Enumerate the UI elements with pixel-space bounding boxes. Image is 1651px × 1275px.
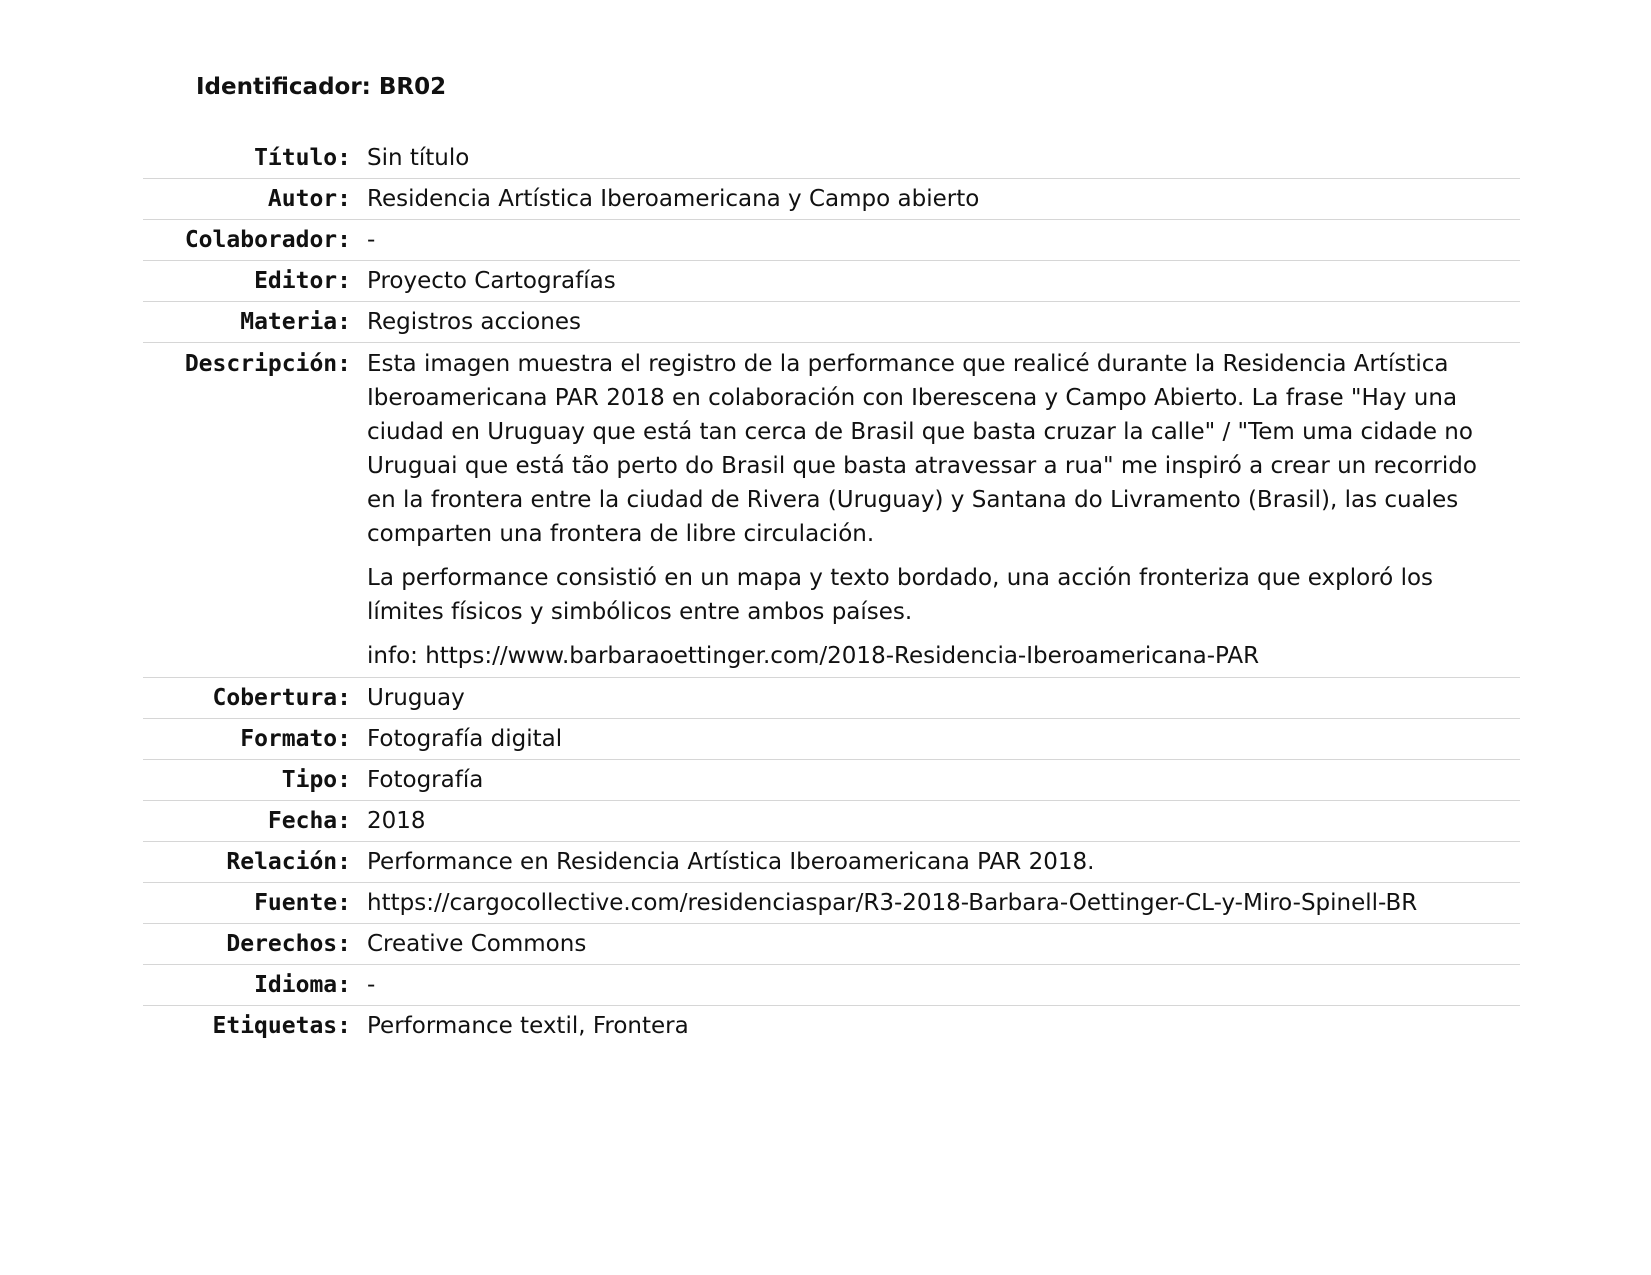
descripcion-label: Descripción: [184,351,351,377]
row-fecha [143,801,1520,842]
derechos-value: Creative Commons [367,931,587,957]
materia-label: Materia: [240,309,351,335]
etiquetas-label: Etiquetas: [212,1013,351,1039]
identifier-heading [196,74,446,100]
tipo-label: Tipo: [281,767,351,793]
descripcion-info-link: info: https://www.barbaraoettinger.com/2018-Residencia-Iberoamericana-PAR [367,643,1260,669]
row-relacion [143,842,1520,883]
fecha-value: 2018 [367,808,426,834]
row-autor [143,179,1520,220]
materia-value: Registros acciones [367,309,581,335]
autor-value: Residencia Artística Iberoamericana y Campo abierto [367,186,980,212]
identifier-value: BR02 [378,74,447,100]
autor-label: Autor: [267,186,351,212]
descripcion-value [367,343,1520,678]
descripcion-paragraph: La performance consistió en un mapa y texto bordado, una acción fronteriza que exploró los límites físicos y simbólicos entre ambos países. [367,565,1434,625]
row-titulo [143,138,1520,179]
row-colaborador [143,220,1520,261]
fecha-label: Fecha: [267,808,351,834]
editor-label: Editor: [254,268,351,294]
row-cobertura [143,678,1520,719]
titulo-label: Título: [254,145,351,171]
idioma-value: - [367,972,376,998]
cobertura-label: Cobertura: [212,685,351,711]
etiquetas-value: Performance textil, Frontera [367,1013,689,1039]
descripcion-paragraph: Esta imagen muestra el registro de la performance que realicé durante la Residencia Artística Iberoamericana PAR 2018 en colaboración con Iberescena y Campo Abierto. La frase "Hay una ciudad en Uruguay que está tan cerca de Brasil que basta cruzar la calle" / "Tem uma cidade no Uruguai que está tão perto do Brasil que basta atravessar a rua" me inspiró a crear un recorrido en la frontera entre la ciudad de Rivera (Uruguay) y Santana do Livramento (Brasil), las cuales comparten una frontera de libre circulación. [367,351,1477,547]
formato-value: Fotografía digital [367,726,563,752]
relacion-value: Performance en Residencia Artística Iberoamericana PAR 2018. [367,849,1095,875]
idioma-label: Idioma: [254,972,351,998]
derechos-label: Derechos: [226,931,351,957]
colaborador-value: - [367,227,376,253]
row-idioma [143,965,1520,1006]
row-etiquetas [143,1006,1520,1047]
row-derechos [143,924,1520,965]
row-descripcion [143,343,1520,678]
colaborador-label: Colaborador: [184,227,351,253]
row-tipo [143,760,1520,801]
row-editor [143,261,1520,302]
metadata-table [143,138,1520,1046]
row-formato [143,719,1520,760]
fuente-value: https://cargocollective.com/residenciaspar/R3-2018-Barbara-Oettinger-CL-y-Miro-Spinell-BR [367,890,1418,916]
editor-value: Proyecto Cartografías [367,268,616,294]
cobertura-value: Uruguay [367,685,465,711]
titulo-value: Sin título [367,145,470,171]
tipo-value: Fotografía [367,767,484,793]
row-fuente [143,883,1520,924]
identifier-label: Identificador: [196,74,371,100]
row-materia [143,302,1520,343]
formato-label: Formato: [240,726,351,752]
relacion-label: Relación: [226,849,351,875]
fuente-label: Fuente: [254,890,351,916]
